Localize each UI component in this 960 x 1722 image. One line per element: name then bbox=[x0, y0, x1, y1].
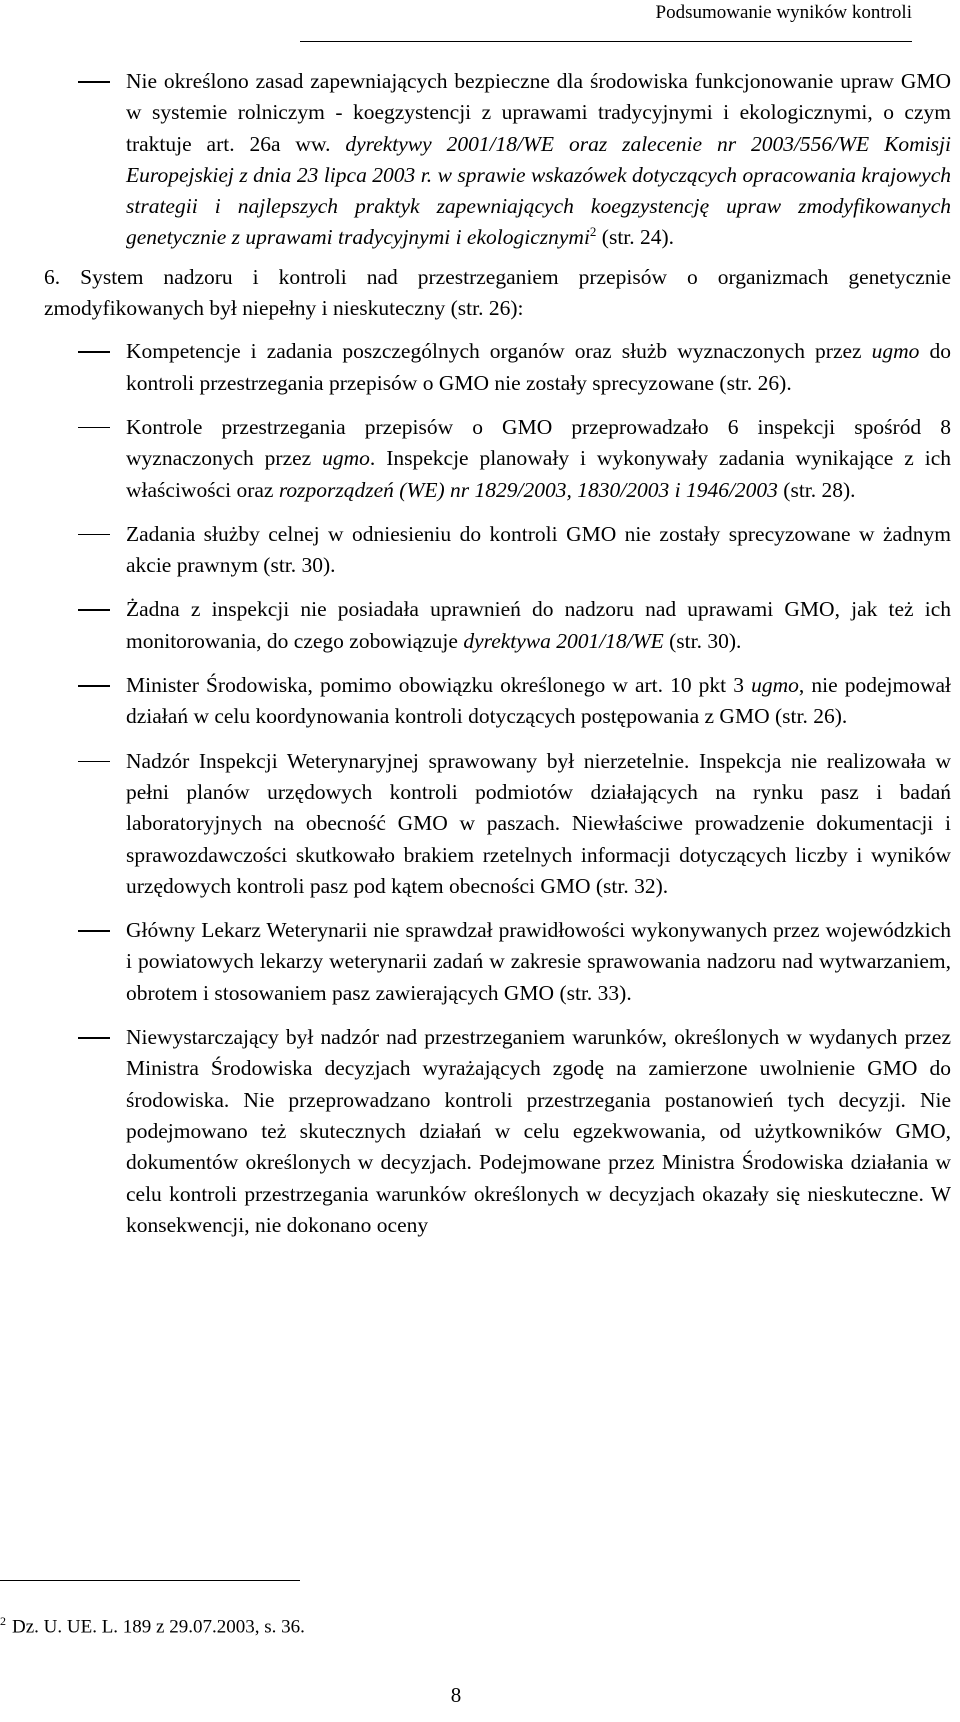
list-item-kompetencje: Kompetencje i zadania poszczególnych organów oraz służb wyznaczonych przez ugmo do kontroli przestrzegania przepisów o GMO nie zostały sprecyzowane (str. 26). bbox=[126, 336, 951, 399]
list-item-nadzor: Nadzór Inspekcji Weterynaryjnej sprawowany był nierzetelnie. Inspekcja nie realizowała w pełni planów urzędowych kontroli podmiotów działających na rynku pasz i badań laboratoryjnych na obecność GMO w paszach. Niewłaściwe prowadzenie dokumentacji i sprawozdawczości skutkowało brakiem rzetelnych informacji dotyczących liczby i wyników urzędowych kontroli pasz pod kątem obecności GMO (str. 32). bbox=[126, 746, 951, 902]
dash-bullet-icon bbox=[78, 761, 110, 763]
list-item-kontrole: Kontrole przestrzegania przepisów o GMO przeprowadzało 6 inspekcji spośród 8 wyznaczonych przez ugmo. Inspekcje planowały i wykonywały zadania wynikające z ich właściwości oraz rozporządzeń (WE) nr 1829/2003, 1830/2003 i 1946/2003 (str. 28). bbox=[126, 412, 951, 506]
dash-bullet-icon bbox=[78, 1037, 110, 1039]
section-6-heading bbox=[44, 262, 951, 325]
dash-bullet-icon bbox=[78, 351, 110, 353]
directive-citation: dyrektywy 2001/18/WE oraz zalecenie nr 2003/556/WE Komisji Europejskiej z dnia 23 lipca 2003 r. w sprawie wskazówek dotyczących opracowania krajowych strategii i najlepszych praktyk zapewniających koegzystencję upraw zmodyfikowanych genetycznie z uprawami tradycyjnymi i ekologicznymi bbox=[126, 131, 951, 250]
list-item-niewystarczajacy: Niewystarczający był nadzór nad przestrzeganiem warunków, określonych w wydanych przez Ministra Środowiska decyzjach wyrażających zgodę na zamierzone uwolnienie GMO do środowiska. Nie przeprowadzano kontroli przestrzegania postanowień tych decyzji. Nie podejmowano też skutecznych działań w celu egzekwowania, od użytkowników GMO, dokumentów określonych w decyzjach. Podejmowane przez Ministra Środowiska działania w celu kontroli przestrzegania warunków określonych w decyzjach okazały się nieskuteczne. W konsekwencji, nie dokonano oceny bbox=[126, 1022, 951, 1241]
list-item-minister: Minister Środowiska, pomimo obowiązku określonego w art. 10 pkt 3 ugmo, nie podejmował działań w celu koordynowania kontroli dotyczących postępowania z GMO (str. 26). bbox=[126, 670, 951, 733]
header-rule bbox=[300, 41, 912, 42]
main-content bbox=[0, 66, 960, 1241]
footnote-ref: 2 bbox=[589, 224, 597, 240]
dash-bullet-icon bbox=[78, 81, 110, 83]
footnote-number: 2 bbox=[0, 1614, 6, 1628]
list-item-zadna: Żadna z inspekcji nie posiadała uprawnień do nadzoru nad uprawami GMO, jak też ich monitorowania, do czego zobowiązuje dyrektywa 2001/18/WE (str. 30). bbox=[126, 594, 951, 657]
page-header bbox=[300, 2, 912, 42]
dash-bullet-icon bbox=[78, 609, 110, 611]
dash-bullet-icon bbox=[78, 685, 110, 687]
list-item-lekarz: Główny Lekarz Weterynarii nie sprawdzał prawidłowości wykonywanych przez wojewódzkich i powiatowych lekarzy weterynarii zadań w zakresie sprawowania nadzoru nad wytwarzaniem, obrotem i stosowaniem pasz zawierających GMO (str. 33). bbox=[126, 915, 951, 1009]
dash-bullet-icon bbox=[78, 930, 110, 932]
footnote-rule bbox=[0, 1580, 300, 1581]
footnote-text: Dz. U. UE. L. 189 z 29.07.2003, s. 36. bbox=[12, 1616, 305, 1638]
section-number: 6. bbox=[44, 264, 61, 289]
list-item-gmo-coexistence: Nie określono zasad zapewniających bezpieczne dla środowiska funkcjonowanie upraw GMO w systemie rolniczym - koegzystencji z uprawami tradycyjnymi i ekologicznymi, o czym traktuje art. 26a ww. dyrektywy 2001/18/WE oraz zalecenie nr 2003/556/WE Komisji Europejskiej z dnia 23 lipca 2003 r. w sprawie wskazówek dotyczących opracowania krajowych strategii i najlepszych praktyk zapewniających koegzystencję upraw zmodyfikowanych genetycznie z uprawami tradycyjnymi i ekologicznymi$^2$ (str. 24). bbox=[126, 66, 951, 254]
header-title: Podsumowanie wyników kontroli bbox=[655, 2, 912, 23]
section-text: System nadzoru i kontroli nad przestrzeganiem przepisów o organizmach genetycznie zmodyfikowanych był niepełny i nieskuteczny (str. 26): bbox=[44, 264, 951, 321]
page-number: 8 bbox=[450, 1683, 462, 1707]
dash-bullet-icon bbox=[78, 534, 110, 536]
dash-bullet-icon bbox=[78, 427, 110, 429]
footnote bbox=[0, 1614, 305, 1638]
list-item-zadania: Zadania służby celnej w odniesieniu do kontroli GMO nie zostały sprecyzowane w żadnym akcie prawnym (str. 30). bbox=[126, 519, 951, 582]
